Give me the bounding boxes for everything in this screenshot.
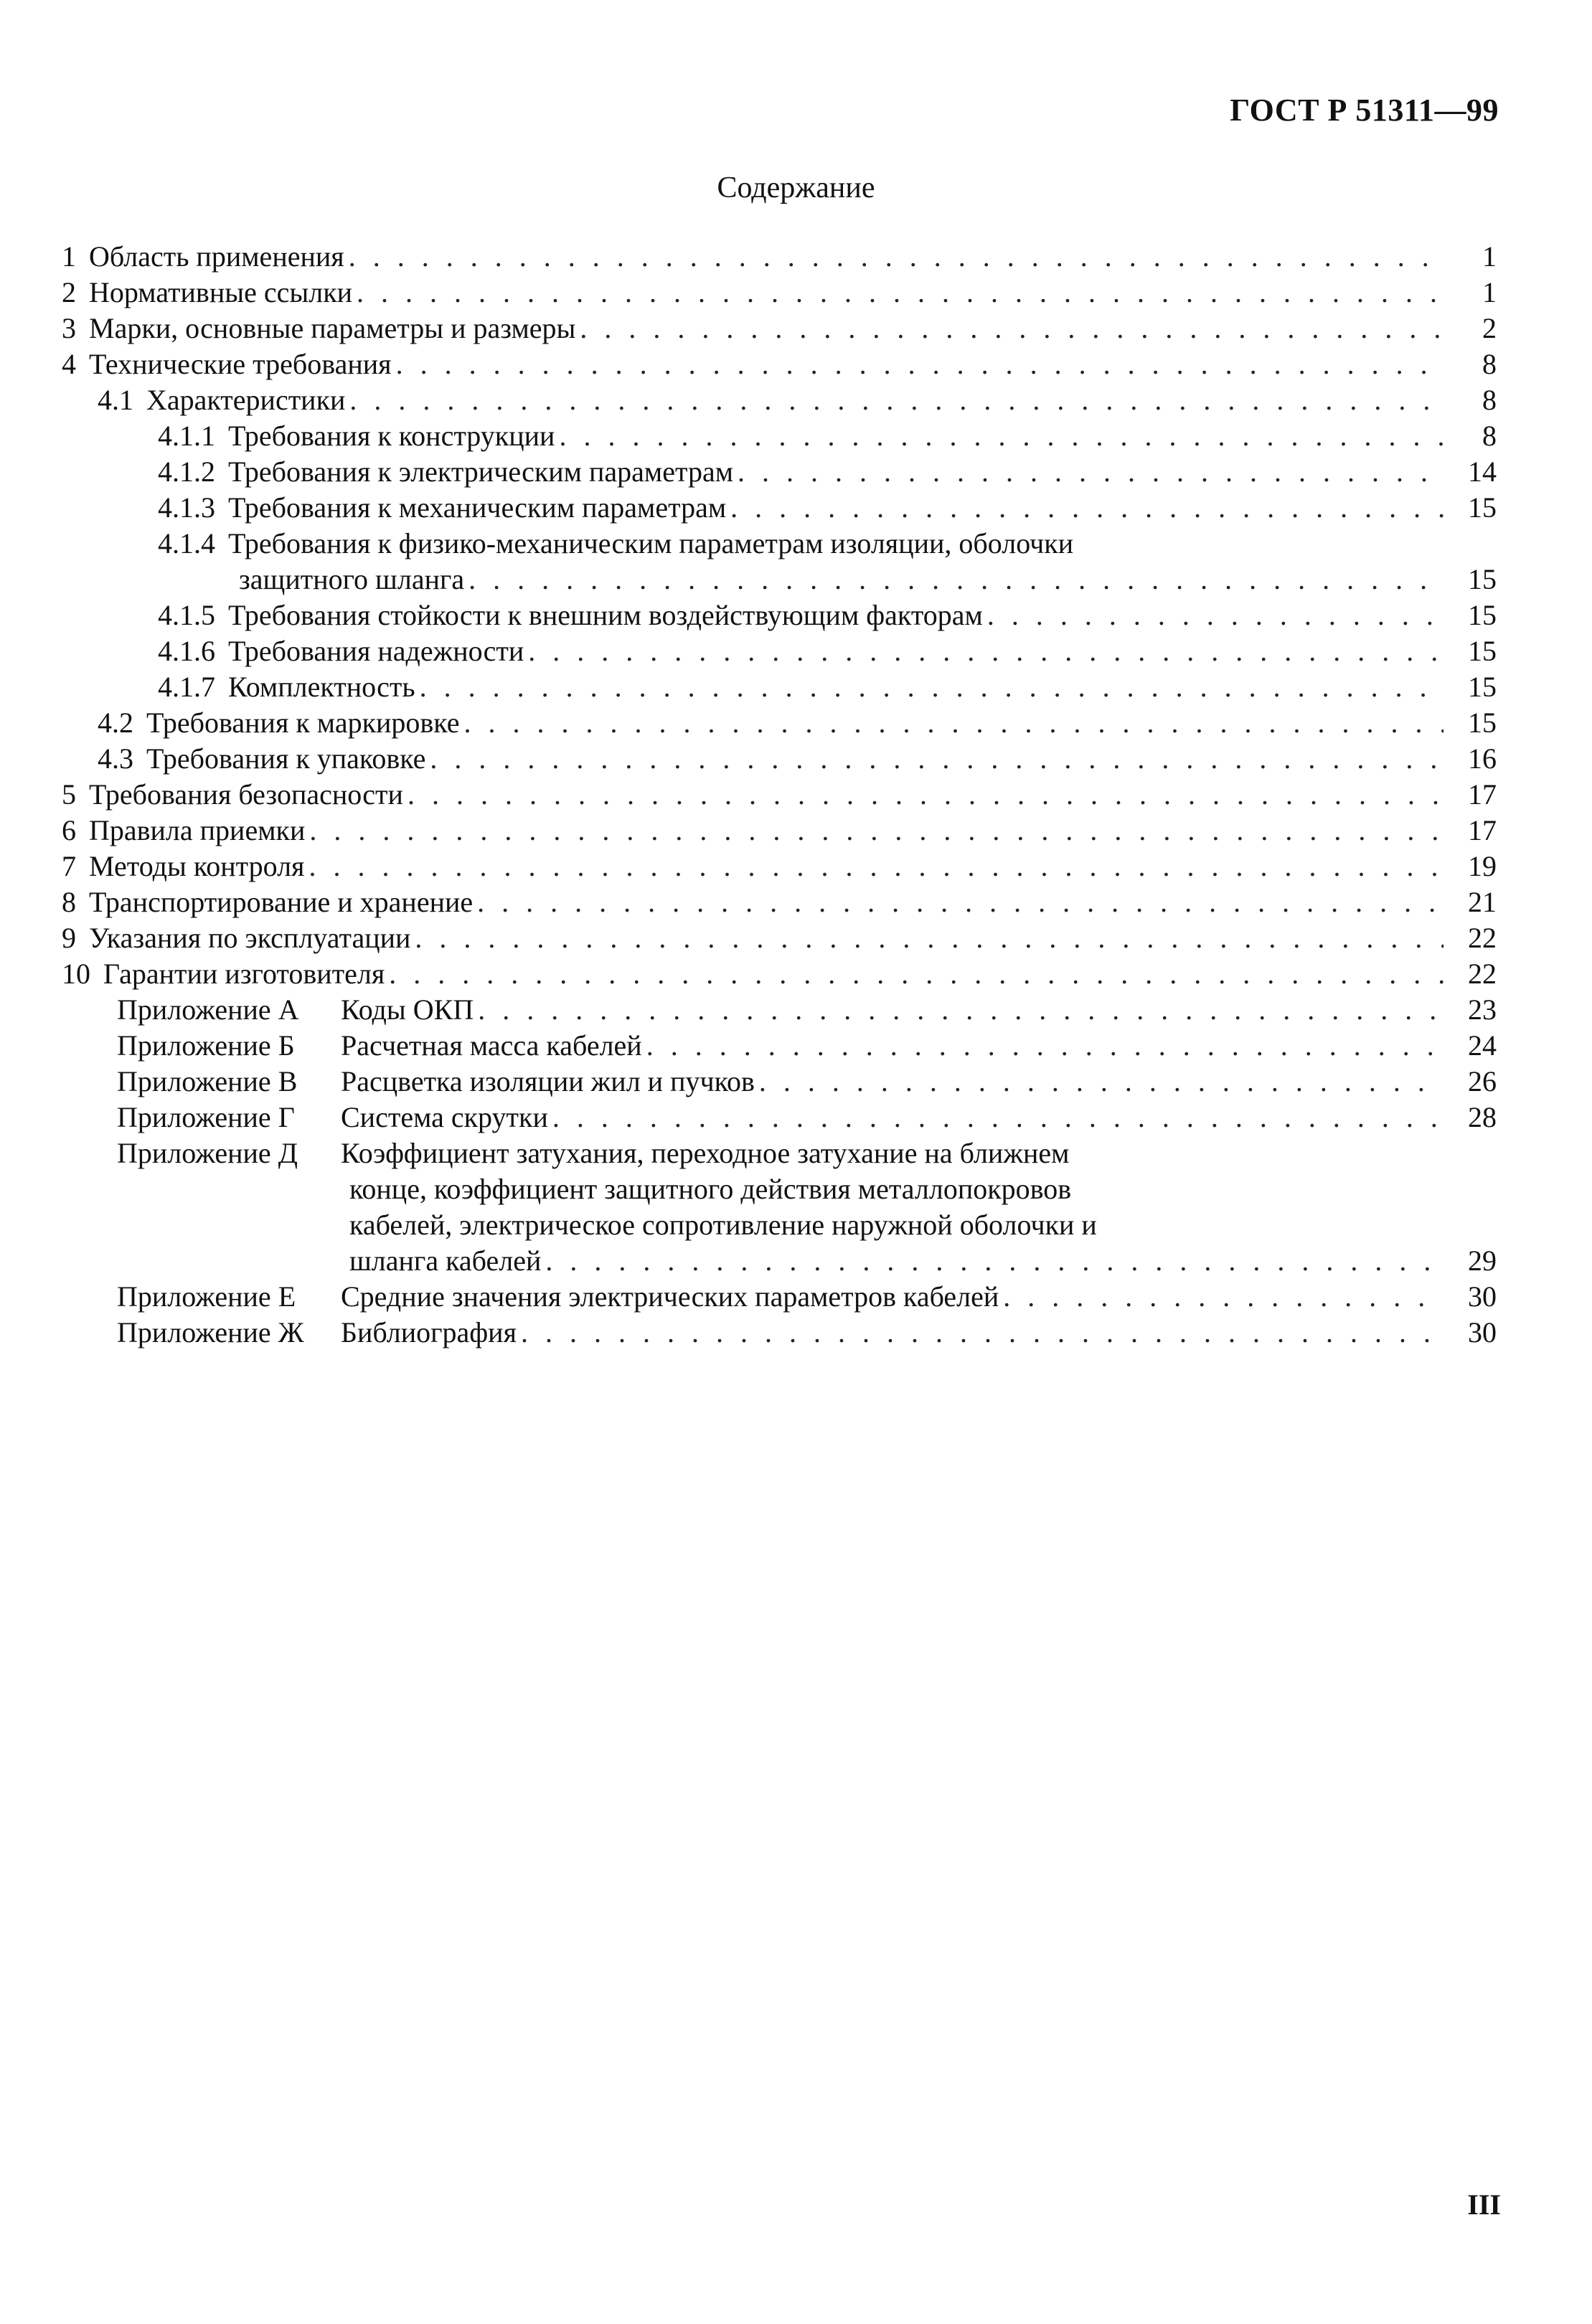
toc-entry-title: Требования к механическим параметрам xyxy=(228,491,727,524)
toc-entry-page: 16 xyxy=(1468,742,1497,775)
toc-entry[interactable] xyxy=(62,562,1497,597)
toc-entry-number: 4.2 xyxy=(98,707,133,739)
page-number: III xyxy=(1467,2188,1501,2221)
toc-entry-page: 14 xyxy=(1468,455,1497,488)
toc-entry-page: 19 xyxy=(1468,850,1497,882)
toc-entry[interactable] xyxy=(62,777,1497,813)
toc-dot-leader xyxy=(389,956,1443,992)
toc-entry-title: Требования надежности xyxy=(228,635,524,667)
toc-entry[interactable] xyxy=(62,1315,1497,1351)
toc-entry-number: Приложение В xyxy=(117,1065,298,1097)
toc-entry-page: 1 xyxy=(1482,240,1497,273)
toc-entry-title: Гарантии изготовителя xyxy=(103,958,385,990)
toc-entry-title: шланга кабелей xyxy=(349,1244,542,1277)
toc-dot-leader xyxy=(478,992,1443,1028)
toc-entry-page: 2 xyxy=(1482,312,1497,344)
toc-entry-number: Приложение Ж xyxy=(117,1316,304,1348)
toc-entry[interactable] xyxy=(62,418,1497,454)
toc-entry[interactable] xyxy=(62,920,1497,956)
toc-entry[interactable] xyxy=(62,705,1497,741)
table-of-contents xyxy=(62,239,1497,1351)
toc-dot-leader xyxy=(357,275,1443,311)
toc-entry[interactable] xyxy=(62,490,1497,526)
toc-dot-leader xyxy=(349,239,1443,275)
toc-dot-leader xyxy=(987,597,1443,633)
toc-entry-number: 4.1.7 xyxy=(158,671,215,703)
toc-entry-number: Приложение Е xyxy=(117,1280,296,1313)
toc-entry[interactable] xyxy=(62,1135,1497,1171)
toc-entry[interactable] xyxy=(62,382,1497,418)
toc-entry-number: 4.1 xyxy=(98,384,133,416)
toc-entry[interactable] xyxy=(62,1171,1497,1207)
toc-entry-title: конце, коэффициент защитного действия металлопокровов xyxy=(349,1173,1072,1205)
toc-entry[interactable] xyxy=(62,633,1497,669)
toc-dot-leader xyxy=(308,849,1443,884)
toc-entry-page: 15 xyxy=(1468,491,1497,524)
toc-entry-number: 4.1.1 xyxy=(158,420,215,452)
toc-entry-number: 3 xyxy=(62,312,76,344)
toc-entry-page: 21 xyxy=(1468,886,1497,918)
toc-entry-number: Приложение Б xyxy=(117,1029,295,1062)
toc-entry-title: Требования к упаковке xyxy=(146,742,426,775)
document-code: ГОСТ Р 51311—99 xyxy=(1230,93,1499,128)
toc-entry-number: 4.1.6 xyxy=(158,635,215,667)
toc-dot-leader xyxy=(408,777,1443,813)
toc-entry-page: 1 xyxy=(1482,276,1497,308)
toc-entry-title: Комплектность xyxy=(228,671,415,703)
toc-entry-title: Марки, основные параметры и размеры xyxy=(89,312,576,344)
toc-entry-number: Приложение А xyxy=(117,993,299,1026)
toc-entry-page: 22 xyxy=(1468,958,1497,990)
toc-entry-page: 8 xyxy=(1482,348,1497,380)
toc-entry-title: Требования безопасности xyxy=(89,778,403,811)
toc-entry[interactable] xyxy=(62,346,1497,382)
toc-entry-title: Библиография xyxy=(341,1316,517,1348)
toc-entry-title: Расчетная масса кабелей xyxy=(341,1029,642,1062)
toc-entry-number: 6 xyxy=(62,814,76,846)
toc-entry-number: 2 xyxy=(62,276,76,308)
toc-entry-title: Правила приемки xyxy=(89,814,306,846)
toc-entry-page: 29 xyxy=(1468,1244,1497,1277)
toc-entry-title: Требования стойкости к внешним воздействующим факторам xyxy=(228,599,983,631)
toc-entry[interactable] xyxy=(62,275,1497,311)
toc-entry[interactable] xyxy=(62,239,1497,275)
toc-entry[interactable] xyxy=(62,1279,1497,1315)
toc-dot-leader xyxy=(559,418,1443,454)
toc-entry-number: 5 xyxy=(62,778,76,811)
toc-entry[interactable] xyxy=(62,884,1497,920)
toc-entry-number: 9 xyxy=(62,922,76,954)
toc-entry-page: 22 xyxy=(1468,922,1497,954)
toc-dot-leader xyxy=(396,346,1443,382)
toc-entry-title: Расцветка изоляции жил и пучков xyxy=(341,1065,755,1097)
toc-entry[interactable] xyxy=(62,1064,1497,1100)
toc-entry-page: 8 xyxy=(1482,384,1497,416)
toc-dot-leader xyxy=(309,813,1443,849)
toc-entry[interactable] xyxy=(62,813,1497,849)
toc-title: Содержание xyxy=(717,171,875,204)
toc-entry-title: Коды ОКП xyxy=(341,993,474,1026)
toc-dot-leader xyxy=(552,1100,1443,1135)
toc-dot-leader xyxy=(477,884,1443,920)
toc-dot-leader xyxy=(730,490,1443,526)
toc-entry-number: 4.1.3 xyxy=(158,491,215,524)
toc-entry-page: 15 xyxy=(1468,707,1497,739)
toc-entry[interactable] xyxy=(62,597,1497,633)
toc-dot-leader xyxy=(738,454,1443,490)
toc-dot-leader xyxy=(545,1243,1443,1279)
toc-entry-page: 15 xyxy=(1468,563,1497,595)
toc-dot-leader xyxy=(521,1315,1443,1351)
toc-entry-title: Методы контроля xyxy=(89,850,305,882)
toc-dot-leader xyxy=(468,562,1443,597)
toc-entry-page: 28 xyxy=(1468,1101,1497,1133)
toc-entry-title: Характеристики xyxy=(146,384,346,416)
toc-dot-leader xyxy=(415,920,1443,956)
toc-entry-page: 15 xyxy=(1468,599,1497,631)
toc-entry-number: 10 xyxy=(62,958,90,990)
toc-entry[interactable] xyxy=(62,1028,1497,1064)
toc-entry[interactable] xyxy=(62,1207,1497,1243)
toc-entry-title: защитного шланга xyxy=(239,563,465,595)
toc-entry-title: кабелей, электрическое сопротивление наружной оболочки и xyxy=(349,1209,1097,1241)
toc-entry[interactable] xyxy=(62,311,1497,346)
toc-dot-leader xyxy=(349,382,1443,418)
toc-entry-number: 4.1.2 xyxy=(158,455,215,488)
toc-entry[interactable] xyxy=(62,741,1497,777)
toc-entry-page: 15 xyxy=(1468,635,1497,667)
toc-entry-page: 30 xyxy=(1468,1280,1497,1313)
toc-entry-number: Приложение Г xyxy=(117,1101,295,1133)
toc-dot-leader xyxy=(580,311,1443,346)
toc-dot-leader xyxy=(759,1064,1443,1100)
toc-entry-title: Область применения xyxy=(89,240,344,273)
toc-entry-number: Приложение Д xyxy=(117,1137,298,1169)
toc-entry-number: 4.3 xyxy=(98,742,133,775)
toc-entry-number: 4.1.4 xyxy=(158,527,215,559)
toc-entry-page: 23 xyxy=(1468,993,1497,1026)
toc-entry-number: 1 xyxy=(62,240,76,273)
toc-dot-leader xyxy=(528,633,1443,669)
toc-entry-title: Требования к конструкции xyxy=(228,420,555,452)
toc-entry[interactable] xyxy=(62,956,1497,992)
toc-dot-leader xyxy=(463,705,1443,741)
toc-entry-title: Транспортирование и хранение xyxy=(89,886,474,918)
toc-entry-title: Требования к электрическим параметрам xyxy=(228,455,734,488)
toc-entry-page: 17 xyxy=(1468,778,1497,811)
toc-dot-leader xyxy=(1003,1279,1443,1315)
toc-entry[interactable] xyxy=(62,992,1497,1028)
toc-entry-page: 30 xyxy=(1468,1316,1497,1348)
toc-entry-number: 8 xyxy=(62,886,76,918)
toc-entry-number: 4 xyxy=(62,348,76,380)
toc-entry-title: Технические требования xyxy=(89,348,392,380)
toc-entry-title: Коэффициент затухания, переходное затухание на ближнем xyxy=(341,1137,1070,1169)
toc-entry-title: Средние значения электрических параметров кабелей xyxy=(341,1280,999,1313)
toc-entry-number: 4.1.5 xyxy=(158,599,215,631)
toc-entry-page: 15 xyxy=(1468,671,1497,703)
toc-entry[interactable] xyxy=(62,1100,1497,1135)
toc-entry[interactable] xyxy=(62,526,1497,562)
toc-entry-title: Требования к маркировке xyxy=(146,707,460,739)
toc-dot-leader xyxy=(420,669,1443,705)
toc-entry[interactable] xyxy=(62,669,1497,705)
toc-dot-leader xyxy=(646,1028,1443,1064)
toc-entry-title: Требования к физико-механическим параметрам изоляции, оболочки xyxy=(228,527,1074,559)
toc-entry-number: 7 xyxy=(62,850,76,882)
toc-entry-page: 24 xyxy=(1468,1029,1497,1062)
toc-entry[interactable] xyxy=(62,454,1497,490)
toc-dot-leader xyxy=(430,741,1443,777)
toc-entry-title: Указания по эксплуатации xyxy=(89,922,411,954)
toc-entry-page: 8 xyxy=(1482,420,1497,452)
toc-entry[interactable] xyxy=(62,1243,1497,1279)
toc-entry-page: 26 xyxy=(1468,1065,1497,1097)
toc-entry-title: Система скрутки xyxy=(341,1101,548,1133)
toc-entry-title: Нормативные ссылки xyxy=(89,276,353,308)
toc-entry[interactable] xyxy=(62,849,1497,884)
toc-entry-page: 17 xyxy=(1468,814,1497,846)
